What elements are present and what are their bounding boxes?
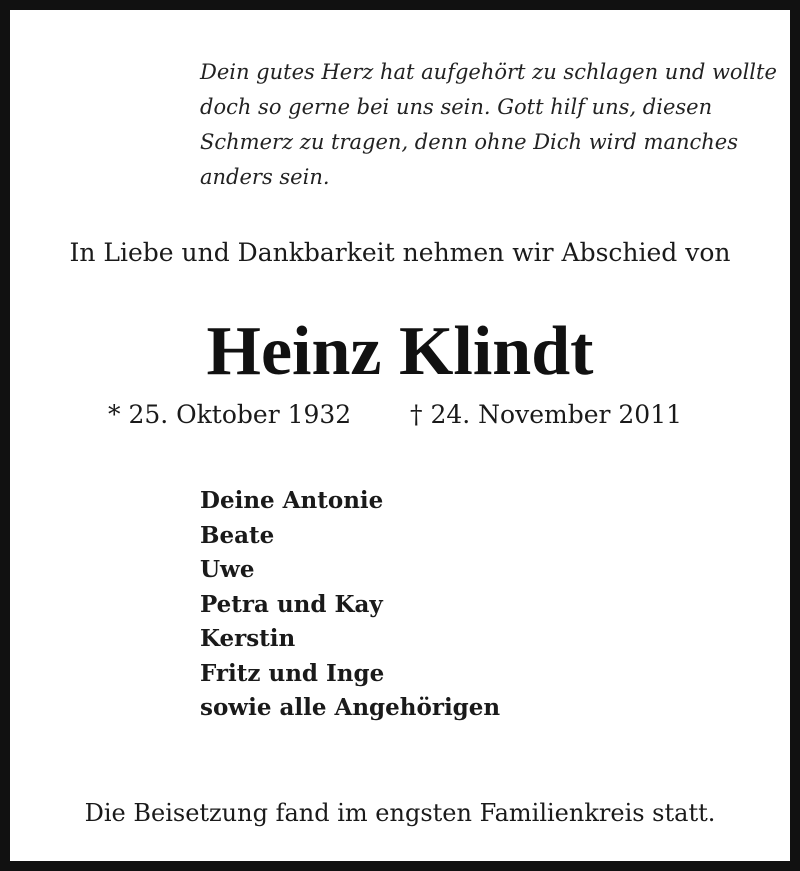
mourner-name: sowie alle Angehörigen bbox=[200, 694, 501, 721]
mourner-name: Deine Antonie bbox=[200, 487, 384, 514]
verse-line: anders sein. bbox=[200, 165, 330, 189]
birth-date: * 25. Oktober 1932 bbox=[108, 400, 352, 429]
mourner-name: Uwe bbox=[200, 556, 255, 583]
mourner-name: Fritz und Inge bbox=[200, 659, 385, 687]
verse-line: Schmerz zu tragen, denn ohne Dich wird manches bbox=[200, 130, 739, 154]
death-date: † 24. November 2011 bbox=[410, 400, 683, 429]
verse-line: Dein gutes Herz hat aufgehört zu schlagen und wollte bbox=[200, 60, 777, 84]
funeral-note: Die Beisetzung fand im engsten Familienkreis statt. bbox=[84, 799, 716, 827]
farewell-intro: In Liebe und Dankbarkeit nehmen wir Abschied von bbox=[69, 238, 731, 267]
verse-line: doch so gerne bei uns sein. Gott hilf uns, diesen bbox=[200, 95, 713, 119]
mourner-name: Kerstin bbox=[200, 625, 296, 652]
mourners-list bbox=[200, 484, 500, 726]
deceased-name: Heinz Klindt bbox=[206, 313, 594, 390]
mourner-name: Beate bbox=[200, 521, 275, 549]
mourner-name: Petra und Kay bbox=[200, 590, 383, 618]
memorial-verse bbox=[200, 55, 780, 195]
